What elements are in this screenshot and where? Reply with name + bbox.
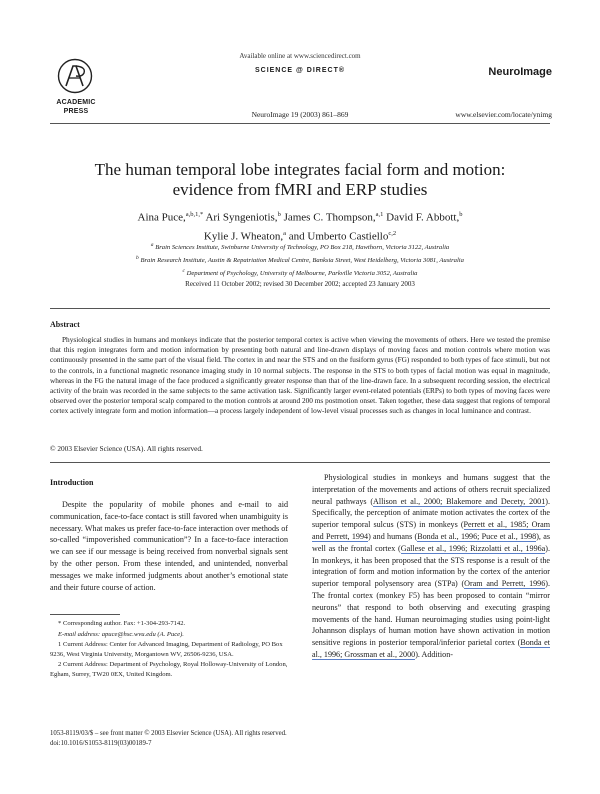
affiliation-text: Brain Sciences Institute, Swinburne University of Technology, PO Box 218, Hawthorn, Victoria 3122, Australia xyxy=(155,244,450,252)
reference-link[interactable]: Oram and Perrett, 1996 xyxy=(464,579,546,589)
abstract-body: Physiological studies in humans and monkeys indicate that the posterior temporal cortex is active when viewing the movements of others. Here we tested the premise that this region integrates form and motion information by presenting both natural and line-drawn displays of moving faces and motion controls where motion was continuously presented in the same part of the visual field. The cortex in and near the STS and on the fusiform gyrus (FG) responded to both types of face stimuli, but not to the controls, in a functional magnetic resonance imaging study in 10 normal subjects. The response in the STS to both types of facial motion was equal in magnitude, whereas in the FG the natural image of the face produced a significantly greater response than that of the line-drawn face. In a subsequent recording session, the electrical activity of the brain was recorded in the same subjects to the same activation task. Significantly larger event-related potentials (ERPs) to both types of moving faces were observed over the posterior temporal scalp compared to the motion controls at around 200 ms postmotion onset. Taken together, these data suggest that regions of temporal cortex actively integrate form and motion information—a process largely independent of low-level visual processes such as changes in local luminance and contrast. xyxy=(50,335,550,416)
intro-paragraph: Despite the popularity of mobile phones and e-mail to aid communication, face-to-face contact is still favored when unambiguity is necessary. What makes us prefer face-to-face interaction over methods of so-called “impoverished communication”? In a face-to-face interaction we can see if our message is being received from nonverbal signals sent by the other person. From these intended, and unintended, nonverbal messages we make informed judgments about another’s emotional state and their future course of action. xyxy=(50,500,288,592)
intro-left-column xyxy=(50,499,288,593)
abstract-rule-top xyxy=(50,308,550,309)
author-superscript: b xyxy=(459,211,463,218)
intro-paragraph-right xyxy=(312,472,550,661)
reference-link[interactable]: Bonda et al., 1996; Grossman et al., 2000 xyxy=(312,638,550,659)
affiliation-superscript: b xyxy=(136,255,139,262)
abstract-heading: Abstract xyxy=(50,320,80,329)
author-name: James C. Thompson, xyxy=(283,211,376,224)
author-list xyxy=(50,207,550,244)
author-name: David F. Abbott, xyxy=(386,211,460,224)
doi-line[interactable]: doi:10.1016/S1053-8119(03)00189-7 xyxy=(50,739,152,747)
title-line-1: The human temporal lobe integrates facial form and motion: xyxy=(94,160,506,179)
author-name: Kylie J. Wheaton, xyxy=(203,230,284,243)
body-text: ). Addition- xyxy=(415,649,453,659)
affiliation-superscript: a xyxy=(150,242,154,248)
author-superscript: a xyxy=(283,229,286,237)
footnote: 2 Current Address: Department of Psychology, Royal Holloway-University of London, Egham, Surrey, TW20 0EX, United Kingdom. xyxy=(50,661,288,678)
author-name: Aina Puce, xyxy=(137,211,186,224)
body-text: ). The frontal cortex (monkey F5) has been proposed to contain “mirror neurons” that respond to both observing and executing grasping movements of the hand. Human neuroimaging studies using point-light Johannson displays of human motion have shown activation in motion sensitive regions in posterior temporal/inferior parietal cortex ( xyxy=(312,579,550,648)
article-title xyxy=(50,160,550,200)
copyright-notice: © 2003 Elsevier Science (USA). All rights reserved. xyxy=(50,444,203,453)
footnote-rule xyxy=(50,614,120,615)
body-text: Physiological studies in monkeys and humans suggest that the interpretation of the movements and actions of others recruit specialized neural pathways ( xyxy=(312,473,550,506)
affiliation-text: Brain Research Institute, Austin & Repatriation Medical Centre, Banksia Street, West Heidelberg, Victoria 3081, Australia xyxy=(140,257,464,265)
received-dates: Received 11 October 2002; revised 30 December 2002; accepted 23 January 2003 xyxy=(185,280,415,288)
reference-link[interactable]: Perrett et al., 1985; Oram and Perrett, 1994 xyxy=(312,520,550,541)
affiliations xyxy=(50,240,550,280)
title-line-2: evidence from fMRI and ERP studies xyxy=(172,180,428,199)
affiliation-text: Department of Psychology, University of Melbourne, Parkville Victoria 3052, Australia xyxy=(186,270,418,278)
citation: NeuroImage 19 (2003) 861–869 xyxy=(251,110,349,119)
sciencedirect-logo[interactable]: SCIENCE @ DIRECT® xyxy=(254,67,346,74)
footnote: * Corresponding author. Fax: +1-304-293-7142. xyxy=(58,620,186,627)
reference-link[interactable]: Gallese et al., 1996; Rizzolatti et al., 1996a xyxy=(400,543,546,553)
affiliation-item xyxy=(50,253,550,266)
author-name: and Umberto Castiello xyxy=(288,230,389,243)
author-superscript: b xyxy=(277,211,281,218)
footnote: 1 Current Address: Center for Advanced Imaging, Department of Radiology, PO Box 9236, West Virginia University, Morgantown WV, 26506-9236, USA. xyxy=(50,641,283,658)
issn-line: 1053-8119/03/$ – see front matter © 2003 Elsevier Science (USA). All rights reserved. xyxy=(50,730,287,737)
body-text: ) and humans ( xyxy=(368,531,418,541)
author-superscript: c,2 xyxy=(388,229,397,237)
available-online[interactable]: Available online at www.sciencedirect.com xyxy=(239,52,361,60)
introduction-heading: Introduction xyxy=(50,478,94,487)
author-name: Ari Syngeniotis, xyxy=(205,211,278,224)
publisher-logo-text: ACADEMIC PRESS xyxy=(56,99,96,115)
affiliation-item xyxy=(50,240,550,253)
footnote: E-mail address: apuce@hsc.wvu.edu (A. Puce). xyxy=(58,630,184,638)
affiliation-item xyxy=(50,266,550,279)
author-superscript: a,b,1,* xyxy=(185,211,204,218)
footnotes xyxy=(50,619,288,681)
body-text: ), as well as the frontal cortex ( xyxy=(312,531,550,553)
intro-right-column xyxy=(312,472,550,661)
author-superscript: a,1 xyxy=(375,211,384,218)
affiliation-superscript: c xyxy=(182,268,185,275)
journal-url[interactable]: www.elsevier.com/locate/ynimg xyxy=(455,110,552,119)
abstract-rule-bottom xyxy=(50,462,550,463)
body-text: ). In monkeys, it has been proposed that the STS response is a result of the integration of form and motion information by the cortex of the anterior superior temporal polysensory area (STPa) ( xyxy=(312,543,550,589)
journal-name: NeuroImage xyxy=(488,66,552,78)
reference-link[interactable]: Bonda et al., 1996; Puce et al., 1998 xyxy=(417,531,537,541)
reference-link[interactable]: Allison et al., 2000; Blakemore and Decety, 2001 xyxy=(373,496,546,506)
header-rule xyxy=(50,123,550,124)
issn-doi xyxy=(50,729,287,748)
academic-press-logo xyxy=(57,58,93,94)
body-text: ). Specifically, the perception of animate motion activates the cortex of the superior temporal sulcus (STS) in monkeys ( xyxy=(312,496,550,530)
